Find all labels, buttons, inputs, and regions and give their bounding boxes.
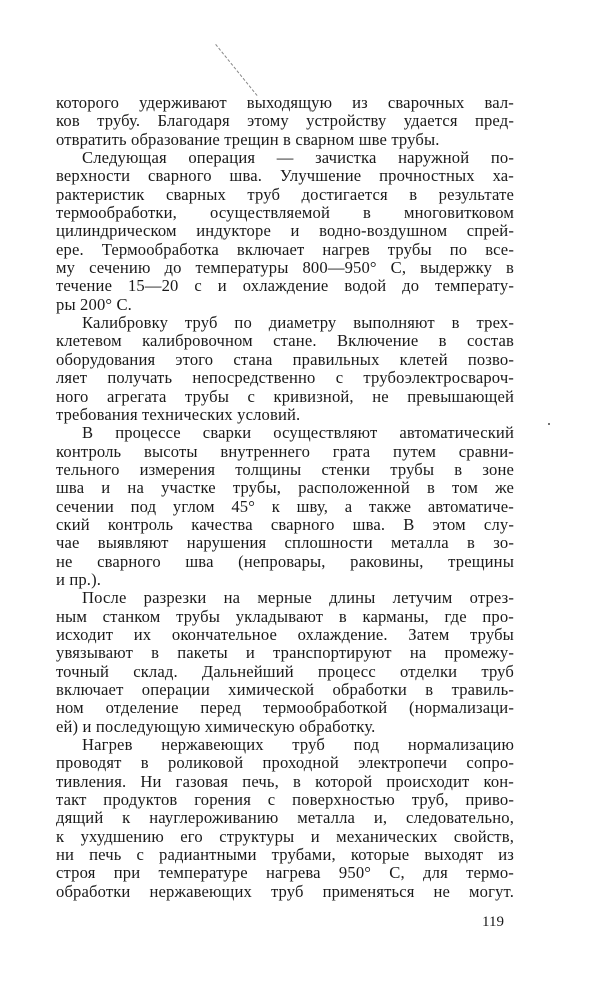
text-line: сечении под углом 45° к шву, а также автоматиче- bbox=[56, 496, 514, 516]
text-line: которого удерживают выходящую из сварочных вал- bbox=[56, 93, 514, 112]
paragraph-3 bbox=[56, 314, 514, 424]
text-line: дящий к науглероживанию металла и, следовательно, bbox=[56, 808, 514, 828]
text-line: ей) и последующую химическую обработку. bbox=[56, 716, 376, 736]
text-line: После разрезки на мерные длины летучим отрез- bbox=[82, 588, 514, 608]
text-line: В процессе сварки осуществляют автоматический bbox=[82, 423, 514, 443]
text-line: проводят в роликовой проходной электропечи сопро- bbox=[56, 753, 514, 773]
text-line: ного агрегата трубы с кривизной, не превышающей bbox=[56, 386, 514, 406]
text-line: верхности сварного шва. Улучшение прочностных ха- bbox=[56, 166, 514, 186]
text-line: ляет получать непосредственно с трубоэлектросвароч- bbox=[56, 368, 514, 388]
text-line: точный склад. Дальнейший процесс отделки труб bbox=[56, 661, 514, 681]
text-line: ере. Термообработка включает нагрев трубы по все- bbox=[56, 239, 514, 259]
text-line: му сечению до температуры 800—950° С, выдержку в bbox=[56, 258, 514, 278]
text-line: ни печь с радиантными трубами, которые выходят из bbox=[56, 845, 514, 865]
page-body bbox=[56, 94, 514, 901]
paragraph-1 bbox=[56, 94, 514, 149]
text-line: клетевом калибровочном стане. Включение в состав bbox=[56, 331, 514, 351]
text-line: включает операции химической обработки в травиль- bbox=[56, 680, 514, 699]
text-line: отвратить образование трещин в сварном шве трубы. bbox=[56, 129, 440, 149]
text-line: рактеристик сварных труб достигается в результате bbox=[56, 184, 514, 204]
text-line: шва и на участке трубы, расположенной в том же bbox=[56, 478, 514, 498]
text-line: увязывают в пакеты и транспортируют на промежу- bbox=[56, 643, 514, 663]
page-number: 119 bbox=[482, 914, 504, 930]
paragraph-6 bbox=[56, 736, 514, 901]
text-line: Калибровку труб по диаметру выполняют в трех- bbox=[82, 313, 514, 333]
text-line: цилиндрическом индукторе и водно-воздушном спрей- bbox=[56, 221, 514, 241]
text-line: такт продуктов горения с поверхностью труб, приво- bbox=[56, 790, 514, 810]
text-line: ры 200° С. bbox=[56, 294, 132, 314]
text-line: чае выявляют нарушения сплошности металла в зо- bbox=[56, 533, 514, 553]
text-line: оборудования этого стана правильных клетей позво- bbox=[56, 349, 514, 369]
text-line: термообработки, осуществляемой в многовитковом bbox=[56, 203, 514, 223]
text-line: обработки нержавеющих труб применяться не могут. bbox=[56, 881, 514, 901]
text-line: не сварного шва (непровары, раковины, трещины bbox=[56, 551, 514, 571]
text-line: требования технических условий. bbox=[56, 404, 301, 424]
text-line: течение 15—20 с и охлаждение водой до температу- bbox=[56, 276, 514, 296]
text-line: ном отделение перед термообработкой (нормализаци- bbox=[56, 698, 514, 718]
paragraph-5 bbox=[56, 589, 514, 736]
text-line: исходит их окончательное охлаждение. Затем трубы bbox=[56, 624, 514, 644]
text-line: Следующая операция — зачистка наружной по- bbox=[82, 148, 514, 168]
text-line: ков трубу. Благодаря этому устройству удается пред- bbox=[56, 111, 514, 131]
text-line: строя при температуре нагрева 950° С, для термо- bbox=[56, 863, 514, 883]
scan-artifact-dashed-line bbox=[215, 44, 257, 96]
paragraph-4 bbox=[56, 424, 514, 589]
text-line: ным станком трубы укладывают в карманы, где про- bbox=[56, 606, 514, 626]
scan-artifact-speck bbox=[548, 423, 550, 425]
text-line: Нагрев нержавеющих труб под нормализацию bbox=[82, 735, 514, 755]
text-line: к ухудшению его структуры и механических свойств, bbox=[56, 826, 514, 846]
paragraph-2 bbox=[56, 149, 514, 314]
text-line: тельного измерения толщины стенки трубы в зоне bbox=[56, 459, 514, 479]
text-line: контроль высоты внутреннего грата путем сравни- bbox=[56, 441, 514, 461]
text-line: и пр.). bbox=[56, 569, 102, 589]
text-line: ский контроль качества сварного шва. В этом слу- bbox=[56, 514, 514, 534]
text-line: тивления. Ни газовая печь, в которой происходит кон- bbox=[56, 771, 514, 791]
